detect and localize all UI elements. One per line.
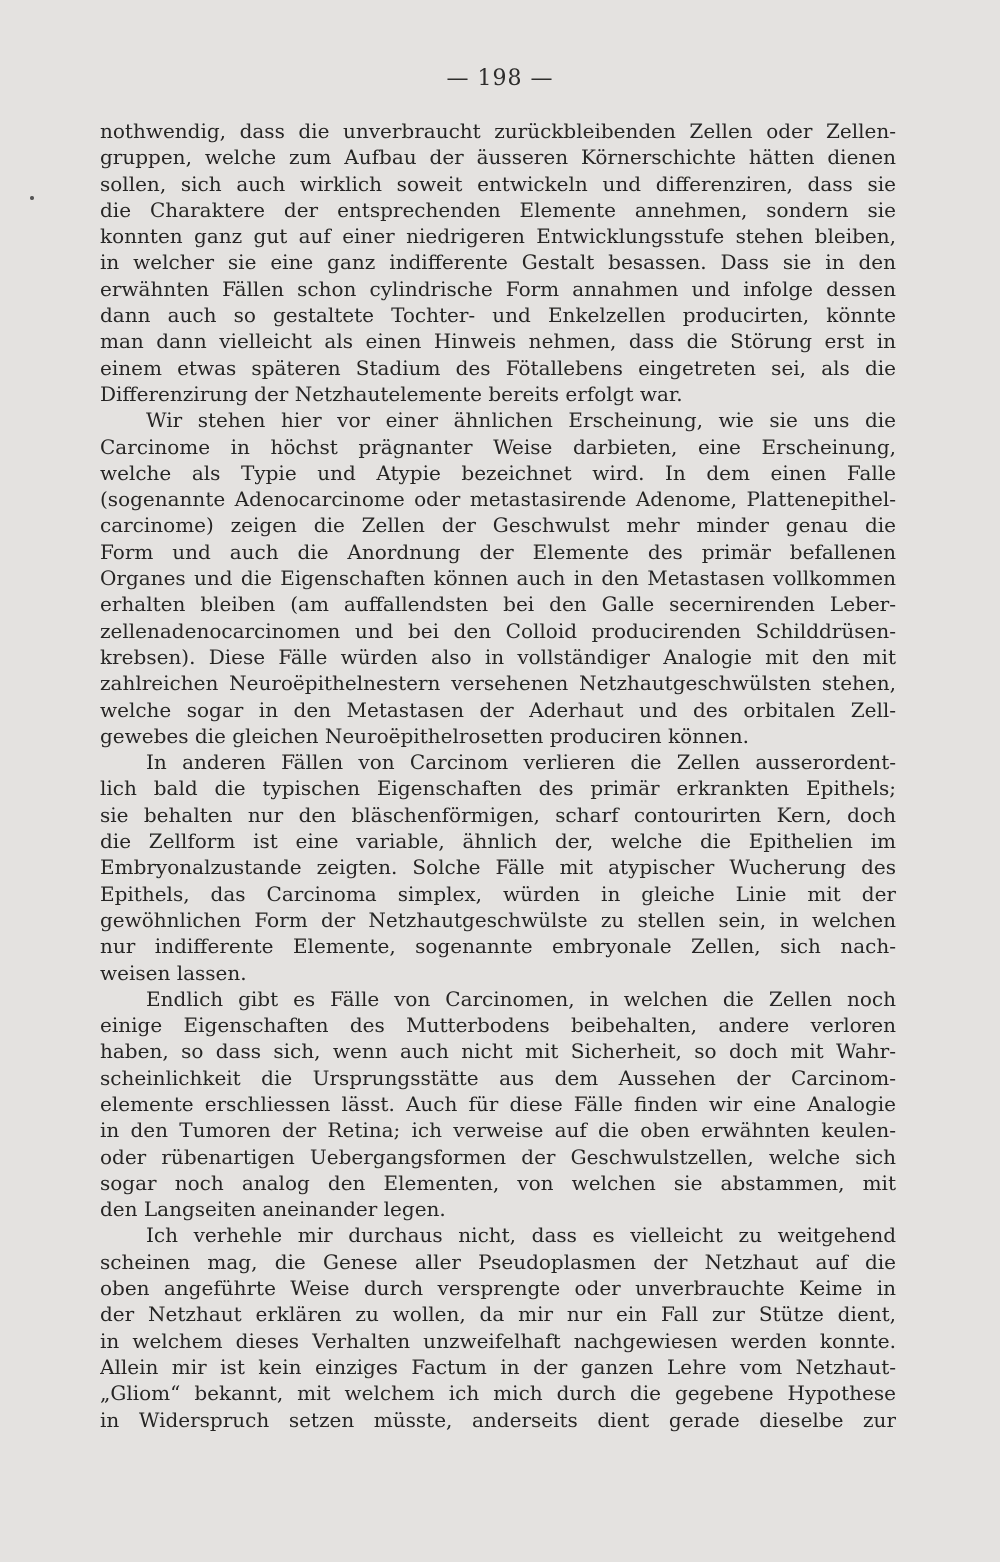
text-line: welche sogar in den Metastasen der Aderhaut und des orbitalen Zell- (100, 697, 896, 722)
text-line: gruppen, welche zum Aufbau der äusseren Körnerschichte hätten dienen (100, 145, 896, 170)
text-line: erhalten bleiben (am auffallendsten bei den Galle secernirenden Leber- (100, 592, 896, 617)
text-line: lich bald die typischen Eigenschaften des primär erkrankten Epithels; (100, 776, 896, 801)
text-line: erwähnten Fällen schon cylindrische Form annahmen und infolge dessen (100, 276, 896, 301)
text-line: weisen lassen. (100, 960, 247, 985)
paragraph (100, 407, 896, 749)
text-line: die Charaktere der entsprechenden Elemente annehmen, sondern sie (100, 197, 896, 222)
text-line: krebsen). Diese Fälle würden also in vollständiger Analogie mit den mit (100, 644, 896, 669)
text-line: scheinen mag, die Genese aller Pseudoplasmen der Netzhaut auf die (100, 1249, 896, 1274)
text-line: In anderen Fällen von Carcinom verlieren die Zellen ausserordent- (146, 750, 896, 775)
text-line: dann auch so gestaltete Tochter- und Enkelzellen producirten, könnte (100, 303, 896, 328)
text-line: gewöhnlichen Form der Netzhautgeschwülste zu stellen sein, in welchen (100, 907, 896, 932)
text-line: der Netzhaut erklären zu wollen, da mir nur ein Fall zur Stütze dient, (100, 1302, 896, 1327)
text-line: die Zellform ist eine variable, ähnlich der, welche die Epithelien im (100, 829, 896, 854)
paragraph (100, 1222, 896, 1432)
text-line: in welcher sie eine ganz indifferente Gestalt besassen. Dass sie in den (100, 250, 896, 275)
text-line: Organes und die Eigenschaften können auch in den Metastasen vollkommen (100, 566, 896, 591)
text-line: Allein mir ist kein einziges Factum in der ganzen Lehre vom Netzhaut- (100, 1354, 896, 1379)
text-line: Epithels, das Carcinoma simplex, würden in gleiche Linie mit der (100, 881, 896, 906)
text-line: sie behalten nur den bläschenförmigen, scharf contourirten Kern, doch (100, 802, 896, 827)
text-line: oder rübenartigen Uebergangsformen der Geschwulstzellen, welche sich (100, 1144, 896, 1169)
paragraph (100, 986, 896, 1223)
text-line: Endlich gibt es Fälle von Carcinomen, in welchen die Zellen noch (146, 986, 896, 1011)
text-line: einige Eigenschaften des Mutterbodens beibehalten, andere verloren (100, 1013, 896, 1038)
text-line: Form und auch die Anordnung der Elemente des primär befallenen (100, 539, 896, 564)
text-line: welche als Typie und Atypie bezeichnet wird. In dem einen Falle (100, 460, 896, 485)
text-line: in Widerspruch setzen müsste, anderseits dient gerade dieselbe zur (100, 1407, 896, 1432)
body-text (100, 118, 896, 1433)
text-line: oben angeführte Weise durch versprengte oder unverbrauchte Keime in (100, 1276, 896, 1301)
text-line: Embryonalzustande zeigten. Solche Fälle mit atypischer Wucherung des (100, 855, 896, 880)
text-line: Ich verhehle mir durchaus nicht, dass es vielleicht zu weitgehend (146, 1223, 896, 1248)
text-line: konnten ganz gut auf einer niedrigeren Entwicklungsstufe stehen bleiben, (100, 224, 896, 249)
text-line: nur indifferente Elemente, sogenannte embryonale Zellen, sich nach- (100, 934, 896, 959)
text-line: man dann vielleicht als einen Hinweis nehmen, dass die Störung erst in (100, 329, 896, 354)
paragraph (100, 749, 896, 986)
text-line: haben, so dass sich, wenn auch nicht mit Sicherheit, so doch mit Wahr- (100, 1039, 896, 1064)
text-line: Differenzirung der Netzhautelemente bereits erfolgt war. (100, 381, 683, 406)
text-line: carcinome) zeigen die Zellen der Geschwulst mehr minder genau die (100, 513, 896, 538)
text-line: „Gliom“ bekannt, mit welchem ich mich durch die gegebene Hypothese (100, 1381, 896, 1406)
text-line: (sogenannte Adenocarcinome oder metastasirende Adenome, Plattenepithel- (100, 487, 896, 512)
text-line: einem etwas späteren Stadium des Fötallebens eingetreten sei, als die (100, 355, 896, 380)
page-number: — 198 — (446, 66, 554, 91)
text-line: in den Tumoren der Retina; ich verweise auf die oben erwähnten keulen- (100, 1118, 896, 1143)
text-line: zellenadenocarcinomen und bei den Colloid producirenden Schilddrüsen- (100, 618, 896, 643)
margin-speck (30, 196, 34, 200)
text-line: scheinlichkeit die Ursprungsstätte aus dem Aussehen der Carcinom- (100, 1065, 896, 1090)
text-line: sollen, sich auch wirklich soweit entwickeln und differenziren, dass sie (100, 171, 896, 196)
text-line: elemente erschliessen lässt. Auch für diese Fälle finden wir eine Analogie (100, 1091, 896, 1116)
paragraph (100, 118, 896, 407)
text-line: Wir stehen hier vor einer ähnlichen Erscheinung, wie sie uns die (146, 408, 896, 433)
text-line: zahlreichen Neuroëpithelnestern versehenen Netzhautgeschwülsten stehen, (100, 671, 896, 696)
text-line: nothwendig, dass die unverbraucht zurückbleibenden Zellen oder Zellen- (100, 119, 896, 143)
text-line: in welchem dieses Verhalten unzweifelhaft nachgewiesen werden konnte. (100, 1328, 896, 1353)
text-line: den Langseiten aneinander legen. (100, 1197, 446, 1222)
text-line: gewebes die gleichen Neuroëpithelrosetten produciren können. (100, 723, 750, 748)
text-line: Carcinome in höchst prägnanter Weise darbieten, eine Erscheinung, (100, 434, 896, 459)
text-line: sogar noch analog den Elementen, von welchen sie abstammen, mit (100, 1170, 896, 1195)
